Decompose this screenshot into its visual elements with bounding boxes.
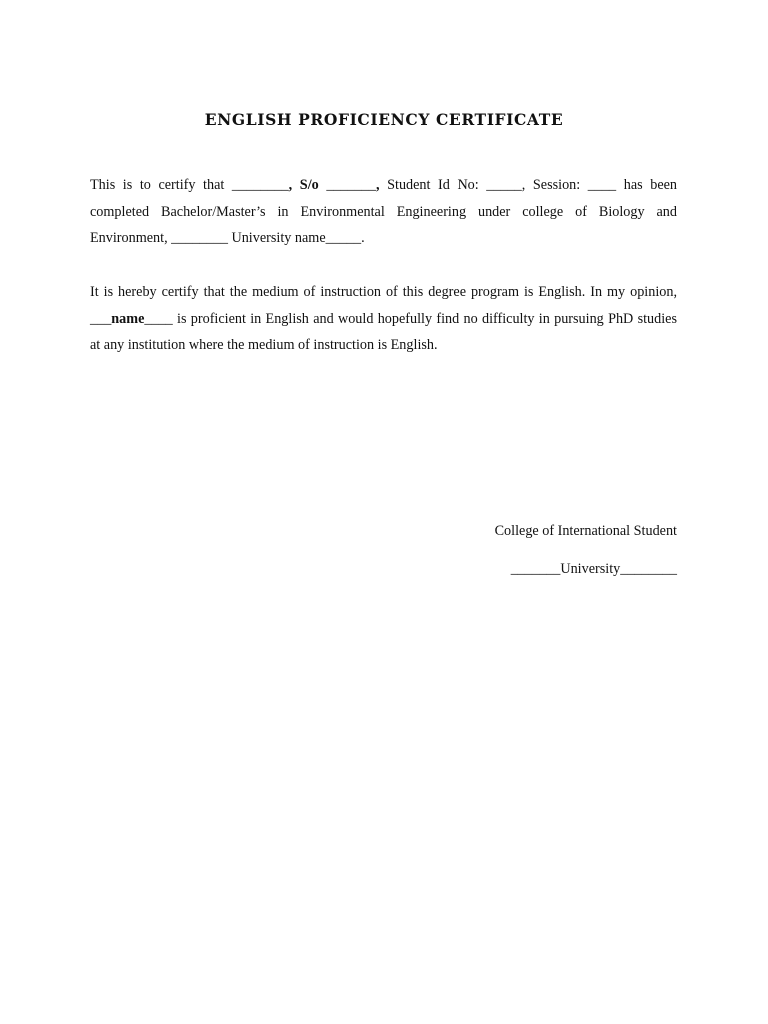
certification-paragraph bbox=[90, 172, 677, 252]
opinion-text-end: ____ is proficient in English and would hopefully find no difficulty in pursuing PhD studies at any institution where the medium of instruction is English. bbox=[90, 310, 677, 353]
opinion-paragraph bbox=[90, 279, 677, 359]
signature-university: _______University________ bbox=[510, 561, 677, 577]
father-name-blank: _______ bbox=[318, 177, 376, 193]
son-of-label: , S/o bbox=[288, 177, 319, 193]
certification-text-end: Student Id No: _____, Session: ____ has been completed Bachelor/Master’s in Environmental Engineering under college of Biology and Environment, ________ University name_____. bbox=[90, 177, 678, 246]
opinion-text-start: It is hereby certify that the medium of instruction of this degree program is English. In my opinion, ___ bbox=[90, 284, 677, 327]
page-title: ENGLISH PROFICIENCY CERTIFICATE bbox=[204, 110, 564, 129]
certification-text-start: This is to certify that ________ bbox=[90, 177, 289, 193]
student-name-placeholder: name bbox=[111, 310, 145, 327]
bold-comma: , bbox=[375, 177, 380, 193]
signature-college: College of International Student bbox=[494, 523, 677, 539]
